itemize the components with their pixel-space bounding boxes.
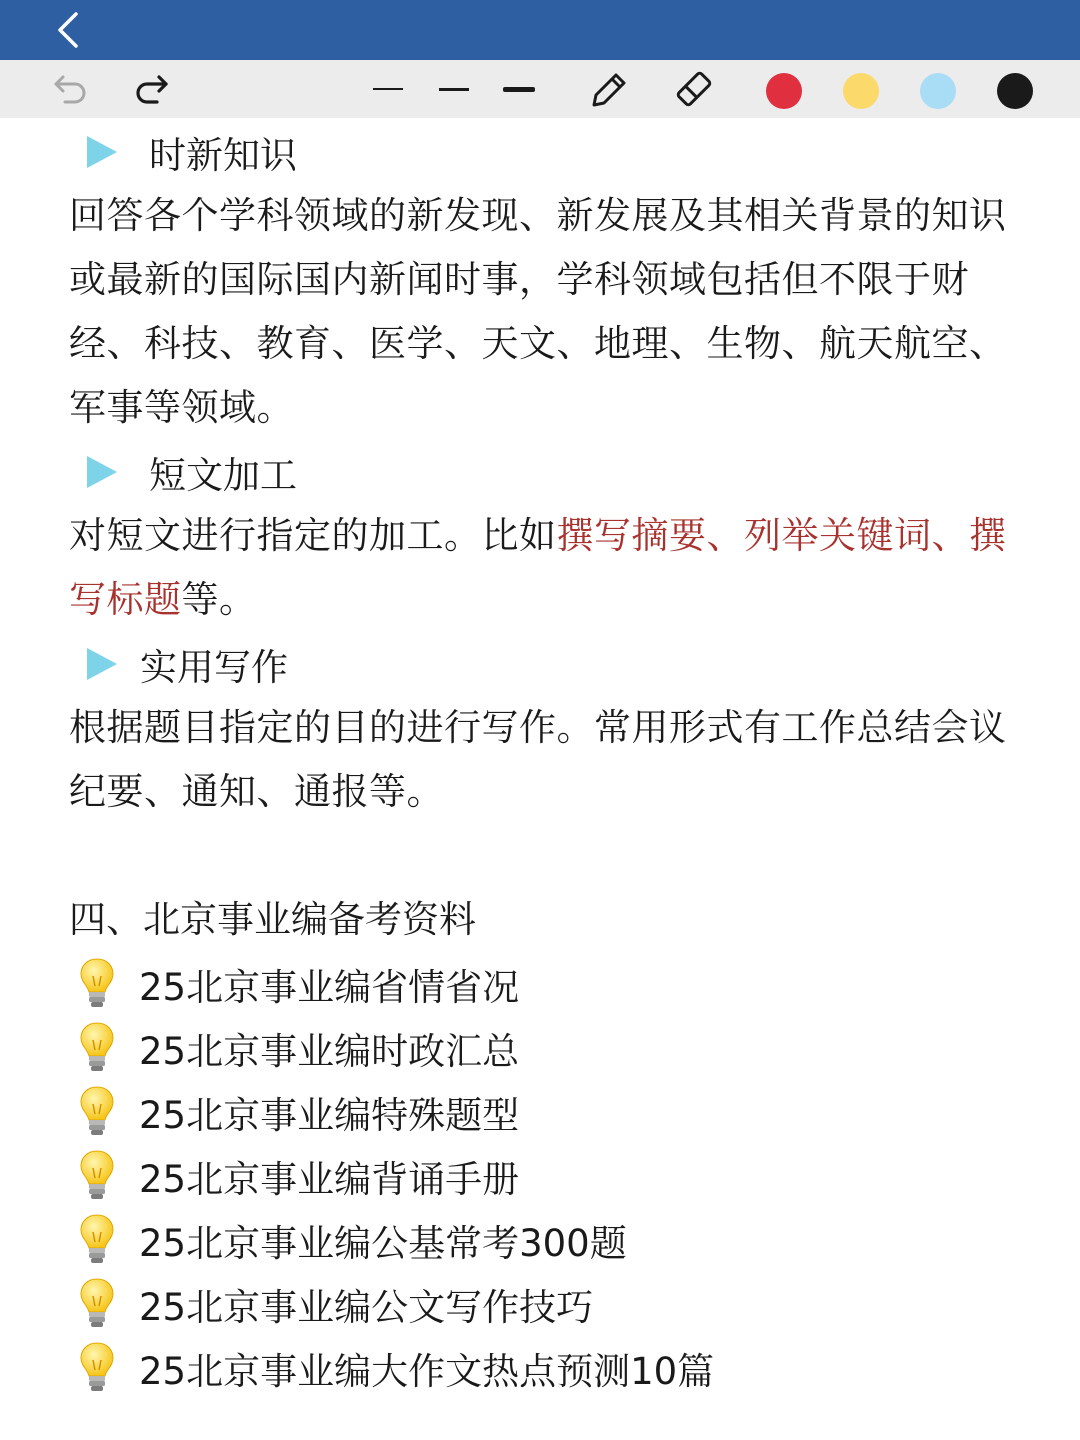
lightbulb-icon <box>77 1084 117 1140</box>
stroke-thin-button[interactable] <box>370 60 406 118</box>
color-black-button[interactable] <box>997 73 1033 109</box>
material-item-label: 25北京事业编时政汇总 <box>139 1030 520 1073</box>
redo-icon <box>131 69 171 109</box>
material-item-label: 25北京事业编背诵手册 <box>139 1158 520 1201</box>
material-item-label: 25北京事业编特殊题型 <box>139 1094 520 1137</box>
section-heading <box>69 632 288 696</box>
section-title: 短文加工 <box>149 454 297 497</box>
section-title: 实用写作 <box>140 646 288 689</box>
material-item-label: 25北京事业编公基常考300题 <box>139 1222 627 1265</box>
material-list-item <box>69 1272 593 1336</box>
lightbulb-icon <box>77 956 117 1012</box>
back-button[interactable] <box>50 8 90 52</box>
lightbulb-icon <box>77 1020 117 1076</box>
material-list-item <box>69 952 519 1016</box>
medium-line-icon <box>439 88 469 91</box>
triangle-right-icon <box>87 456 117 488</box>
eraser-button[interactable] <box>670 60 718 118</box>
materials-heading: 四、北京事业编备考资料 <box>69 898 476 941</box>
highlight-text: 撰写摘要、列举关键词、 <box>556 514 969 557</box>
color-lightblue-button[interactable] <box>920 73 956 109</box>
thin-line-icon <box>373 88 403 90</box>
chevron-left-icon <box>50 8 90 52</box>
section-heading <box>69 120 297 184</box>
material-list-item <box>69 1016 519 1080</box>
stroke-thick-button[interactable] <box>500 60 538 118</box>
pencil-button[interactable] <box>584 60 632 118</box>
lightbulb-icon <box>77 1340 117 1396</box>
highlight-text: 撰写标题 <box>69 514 1007 621</box>
color-yellow-button[interactable] <box>843 73 879 109</box>
lightbulb-icon <box>77 1276 117 1332</box>
thick-line-icon <box>503 87 535 92</box>
stroke-medium-button[interactable] <box>436 60 472 118</box>
section-title: 时新知识 <box>149 134 297 177</box>
triangle-right-icon <box>87 136 117 168</box>
material-item-label: 25北京事业编大作文热点预测10篇 <box>139 1350 715 1393</box>
header-bar <box>0 0 1080 60</box>
section-body: 根据题目指定的目的进行写作。常用形式有工作总结会议纪要、通知、通报等。 <box>69 706 1007 813</box>
material-list-item <box>69 1144 519 1208</box>
triangle-right-icon <box>87 648 117 680</box>
material-item-label: 25北京事业编公文写作技巧 <box>139 1286 594 1329</box>
section-body: 回答各个学科领域的新发现、新发展及其相关背景的知识或最新的国际国内新闻时事，学科领域包括但不限于财经、科技、教育、医学、天文、地理、生物、航天航空、军事等领域。 <box>69 194 1007 429</box>
material-list-item <box>69 1208 627 1272</box>
undo-icon <box>51 69 91 109</box>
eraser-icon <box>672 67 716 111</box>
lightbulb-icon <box>77 1212 117 1268</box>
redo-button[interactable] <box>128 60 174 118</box>
drawing-toolbar <box>0 60 1080 118</box>
section-heading <box>69 440 297 504</box>
pencil-icon <box>586 67 630 111</box>
material-list-item <box>69 1336 714 1400</box>
lightbulb-icon <box>77 1148 117 1204</box>
material-item-label: 25北京事业编省情省况 <box>139 966 520 1009</box>
body-text: 对短文进行指定的加工。比如 <box>69 514 557 557</box>
material-list-item <box>69 1080 519 1144</box>
color-red-button[interactable] <box>766 73 802 109</box>
section-body <box>69 504 1039 632</box>
body-text: 等。 <box>181 578 257 621</box>
undo-button[interactable] <box>48 60 94 118</box>
